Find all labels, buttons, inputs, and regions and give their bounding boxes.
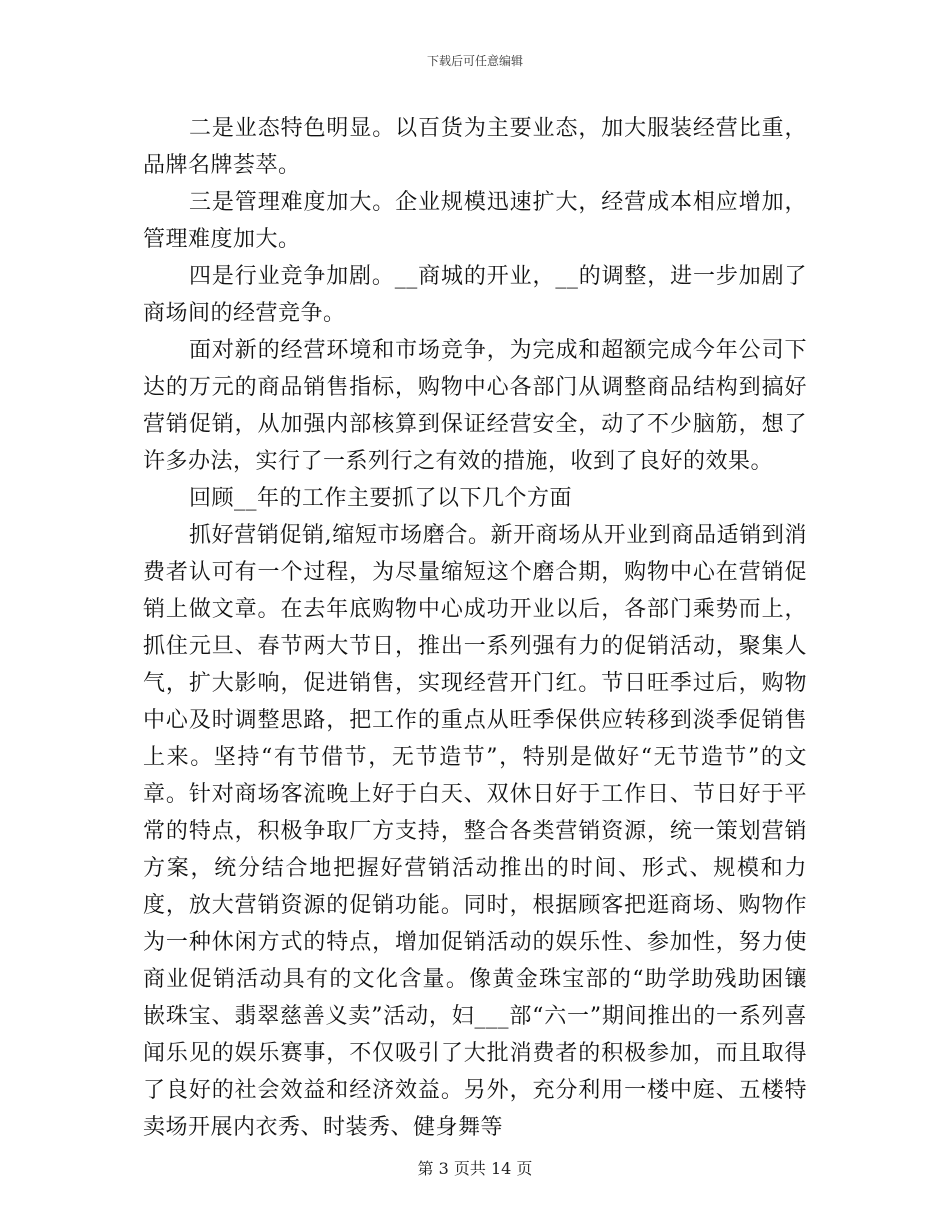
paragraph-management-difficulty: 三是管理难度加大。企业规模迅速扩大，经营成本相应增加，管理难度加大。 bbox=[143, 190, 807, 252]
paragraph-review-heading: 回顾__年的工作主要抓了以下几个方面 bbox=[189, 486, 573, 511]
paragraph-business-format: 二是业态特色明显。以百货为主要业态，加大服装经营比重，品牌名牌荟萃。 bbox=[143, 116, 807, 178]
paragraph-competition: 四是行业竞争加剧。__商城的开业，__的调整，进一步加剧了商场间的经营竞争。 bbox=[143, 264, 807, 326]
paragraph-marketing-promotion: 抓好营销促销,缩短市场磨合。新开商场从开业到商品适销到消费者认可有一个过程，为尽量缩短这个磨合期，购物中心在营销促销上做文章。在去年底购物中心成功开业以后，各部门乘势而上，抓住元旦、春节两大节日，推出一系列强有力的促销活动，聚集人气，扩大影响，促进销售，实现经营开门红。节日旺季过后，购物中心及时调整思路，把工作的重点从旺季保供应转移到淡季促销售上来。坚持“有节借节，无节造节”，特别是做好“无节造节”的文章。针对商场客流晚上好于白天、双休日好于工作日、节日好于平常的特点，积极争取厂方支持，整合各类营销资源，统一策划营销方案，统分结合地把握好营销活动推出的时间、形式、规模和力度，放大营销资源的促销功能。同时，根据顾客把逛商场、购物作为一种休闲方式的特点，增加促销活动的娱乐性、参加性，努力使商业促销活动具有的文化含量。像黄金珠宝部的“助学助残助困镶嵌珠宝、翡翠慈善义卖”活动，妇___部“六一”期间推出的一系列喜闻乐见的娱乐赛事，不仅吸引了大批消费者的积极参加，而且取得了良好的社会效益和经济效益。另外，充分利用一楼中庭、五楼特卖场开展内衣秀、时装秀、健身舞等 bbox=[143, 523, 807, 1140]
page-header: 下载后可任意编辑 bbox=[426, 54, 523, 68]
paragraph-new-environment: 面对新的经营环境和市场竞争，为完成和超额完成今年公司下达的万元的商品销售指标，购物中心各部门从调整商品结构到搞好营销促销，从加强内部核算到保证经营安全，动了不少脑筋，想了许多办法，实行了一系列行之有效的措施，收到了良好的效果。 bbox=[143, 338, 807, 474]
page-footer: 第 3 页共 14 页 bbox=[417, 1159, 533, 1178]
document-body bbox=[143, 110, 807, 1146]
